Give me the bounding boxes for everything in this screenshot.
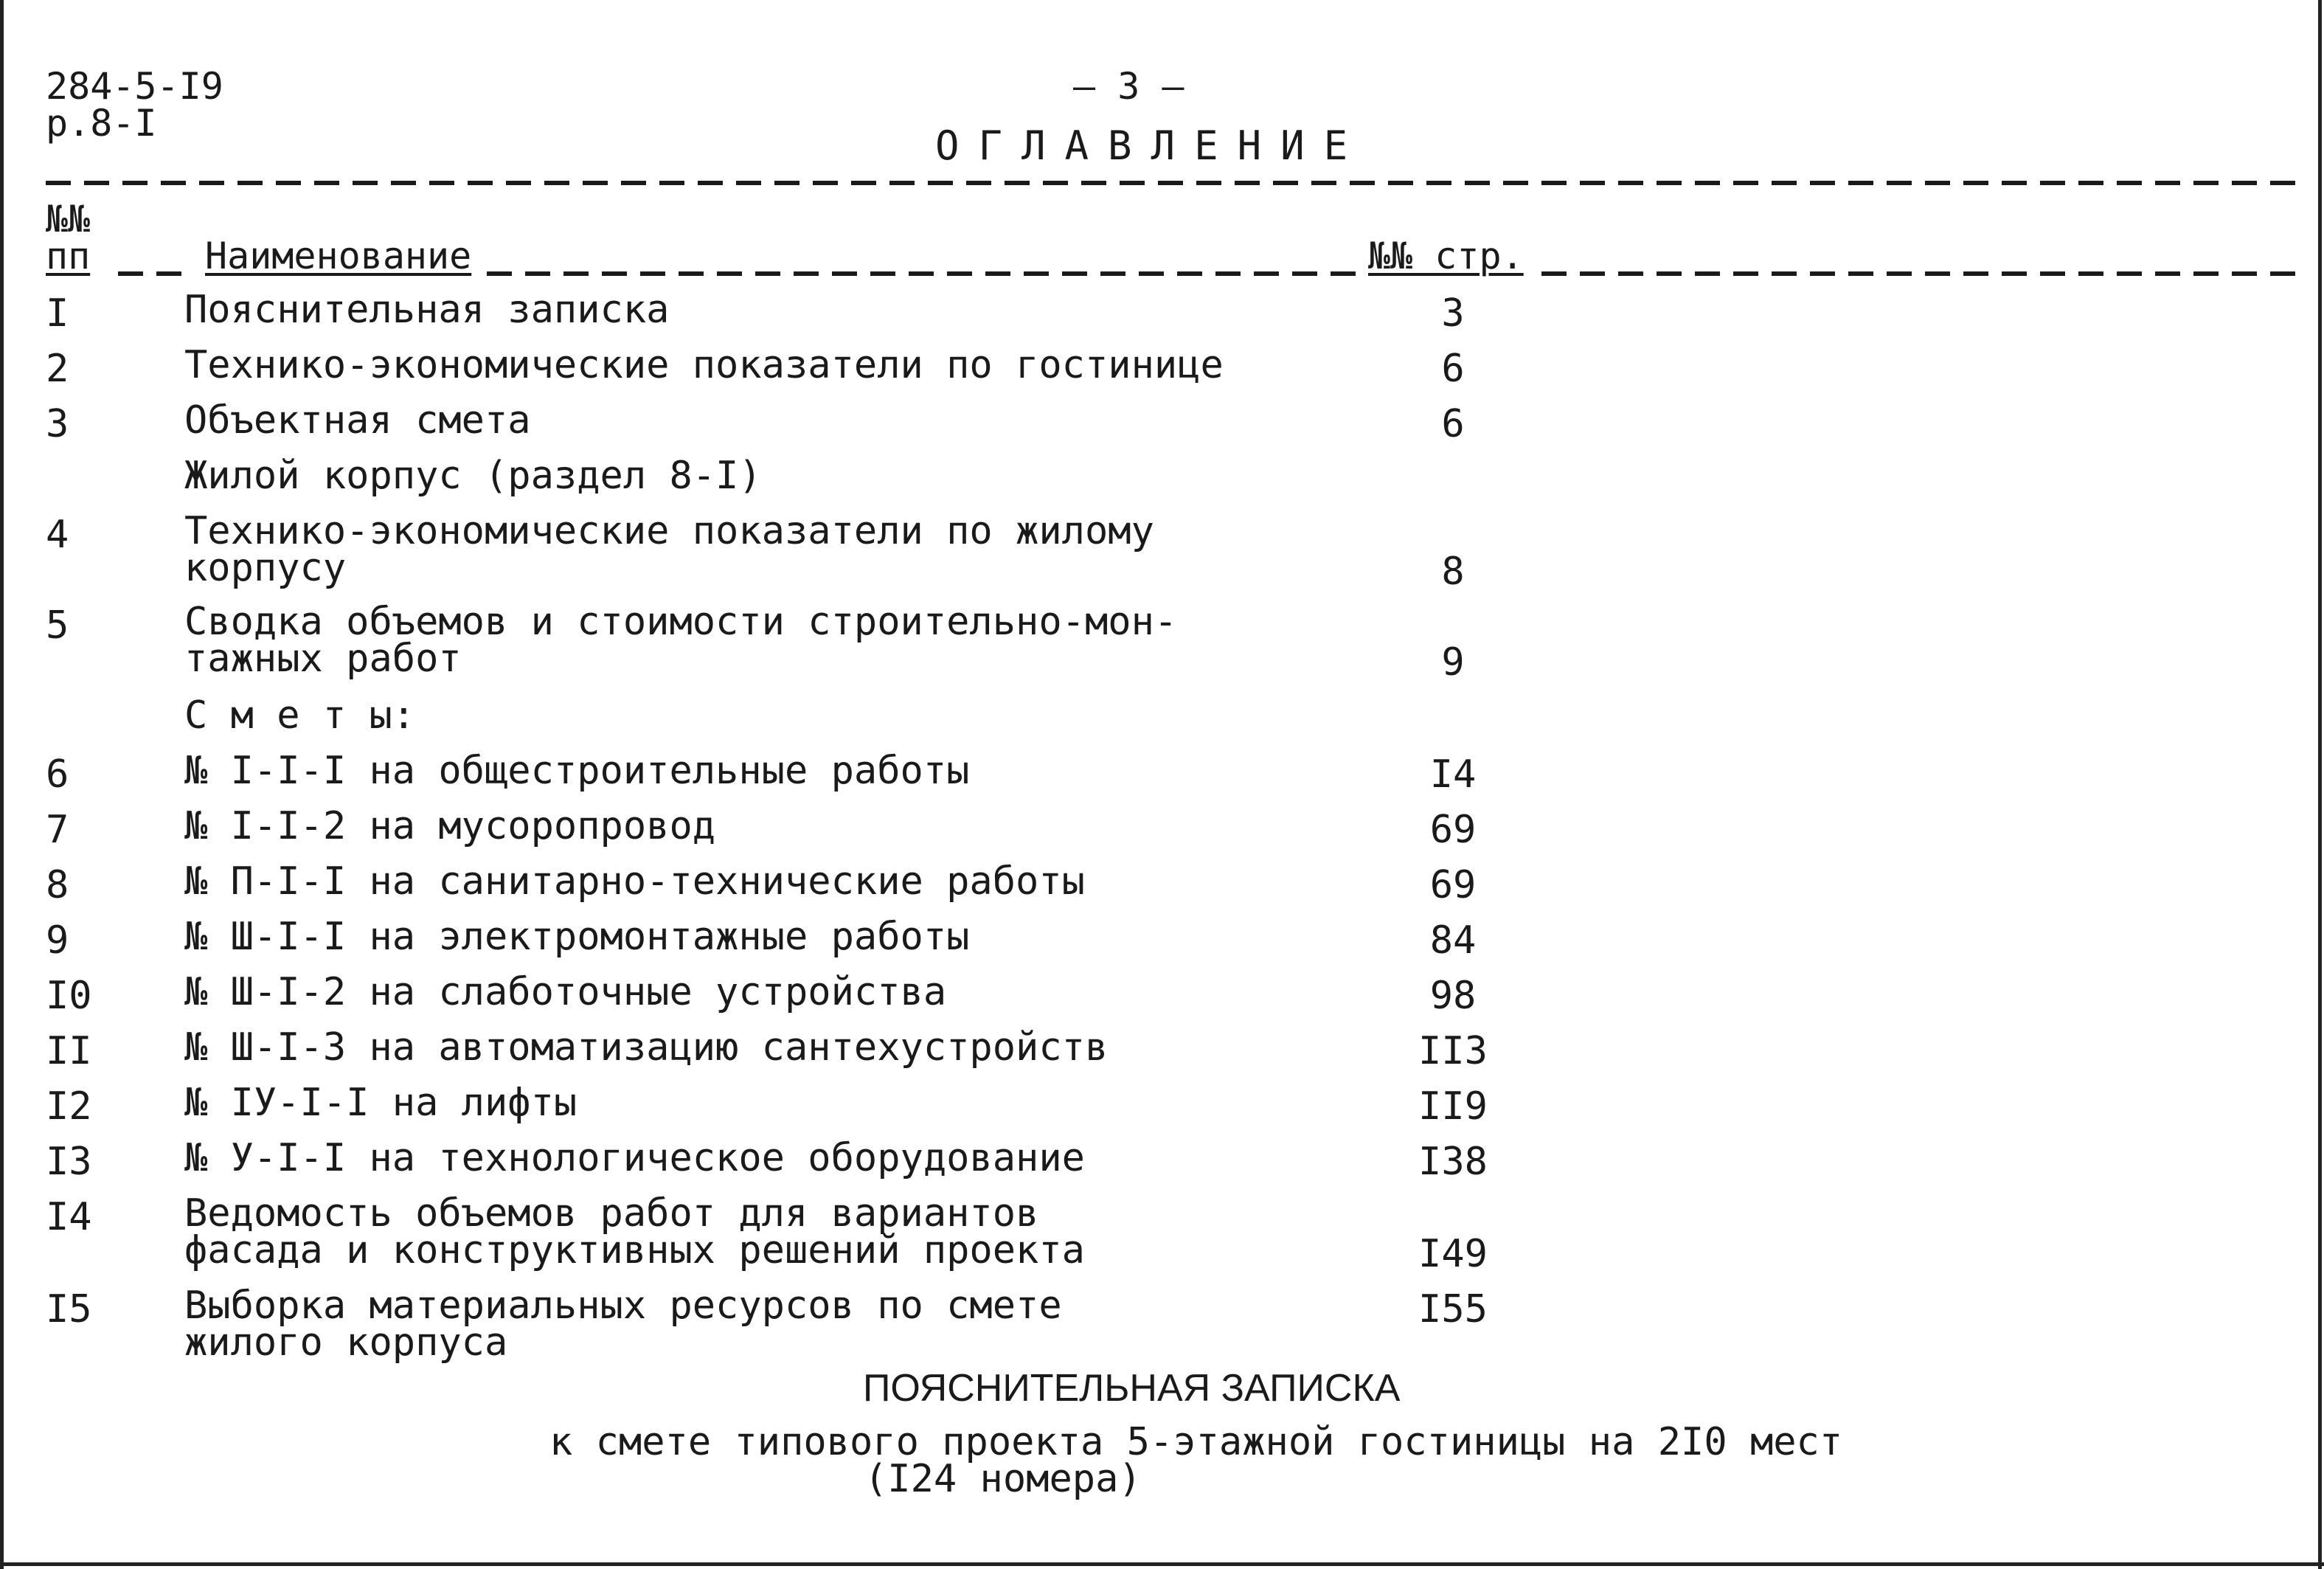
divider-header-right	[1541, 271, 2303, 276]
row-page: I4	[1429, 752, 1477, 797]
divider-top	[46, 181, 2303, 185]
explanatory-note-heading: ПОЯСНИТЕЛЬНАЯ ЗАПИСКА	[863, 1367, 1401, 1410]
section-label: р.8-I	[46, 102, 157, 145]
row-number: I5	[46, 1287, 92, 1331]
row-name: № Ш-I-I на электромонтажные работы	[184, 915, 970, 959]
row-name: С м е т ы:	[184, 693, 416, 738]
col-num-line2: пп	[46, 235, 91, 277]
row-page: 6	[1441, 402, 1465, 446]
row-name: № I-I-2 на мусоропровод	[184, 804, 716, 848]
row-page: I38	[1418, 1140, 1488, 1184]
row-number: I	[46, 291, 69, 336]
row-page: 9	[1441, 640, 1465, 685]
row-name: № Ш-I-3 на автоматизацию сантехустройств	[184, 1025, 1109, 1070]
explanatory-note-line2: (I24 номера)	[864, 1457, 1142, 1501]
row-page: II9	[1418, 1084, 1488, 1129]
row-name: № IУ-I-I на лифты	[184, 1081, 577, 1125]
row-name: Сводка объемов и стоимости строительно-мон- тажных работ	[184, 600, 1178, 681]
row-number: 6	[46, 752, 69, 797]
row-page: I49	[1418, 1232, 1488, 1276]
row-page: II3	[1418, 1029, 1488, 1073]
row-name: № Ш-I-2 на слаботочные устройства	[184, 970, 947, 1014]
frame-bottom	[0, 1562, 2324, 1566]
row-name: Жилой корпус (раздел 8-I)	[184, 454, 762, 498]
explanatory-note-line1: к смете типового проекта 5-этажной гостиницы на 2I0 мест	[549, 1420, 1843, 1464]
row-number: 5	[46, 603, 69, 648]
doc-code: 284-5-I9	[46, 65, 223, 108]
row-name: Выборка материальных ресурсов по смете жилого корпуса	[184, 1284, 1062, 1365]
row-page: 69	[1429, 808, 1477, 852]
row-number: 2	[46, 347, 69, 391]
row-number: 9	[46, 918, 69, 963]
row-number: I2	[46, 1084, 92, 1129]
col-num-line1: №№	[46, 198, 91, 240]
row-page: 3	[1441, 291, 1465, 336]
row-page: 8	[1441, 550, 1465, 594]
row-number: 7	[46, 808, 69, 852]
row-number: 3	[46, 402, 69, 446]
row-number: I4	[46, 1195, 92, 1239]
row-page: 69	[1429, 863, 1477, 907]
divider-header	[118, 271, 192, 276]
row-name: Объектная смета	[184, 398, 531, 443]
page-title: ОГЛАВЛЕНИЕ	[935, 122, 1367, 169]
col-name: Наименование	[205, 235, 472, 277]
col-page: №№ стр.	[1368, 235, 1524, 277]
row-number: 8	[46, 863, 69, 907]
row-page: 6	[1441, 347, 1465, 391]
row-name: № У-I-I на технологическое оборудование	[184, 1136, 1085, 1180]
row-page: 98	[1429, 974, 1477, 1018]
row-number: II	[46, 1029, 92, 1073]
row-number: I3	[46, 1140, 92, 1184]
row-name: Пояснительная записка	[184, 288, 670, 332]
row-name: № П-I-I на санитарно-технические работы	[184, 859, 1085, 904]
row-page: 84	[1429, 918, 1477, 963]
row-name: Технико-экономические показатели по гостинице	[184, 343, 1224, 387]
frame-left	[0, 0, 4, 1569]
row-name: Технико-экономические показатели по жилому корпусу	[184, 509, 1154, 590]
row-number: I0	[46, 974, 92, 1018]
row-name: Ведомость объемов работ для вариантов фасада и конструктивных решений проекта	[184, 1191, 1085, 1272]
row-number: 4	[46, 513, 69, 557]
row-name: № I-I-I на общестроительные работы	[184, 749, 970, 793]
page-number: — 3 —	[1073, 65, 1184, 108]
frame-right	[2318, 0, 2322, 1569]
row-page: I55	[1418, 1287, 1488, 1331]
divider-header-mid	[487, 271, 1357, 276]
